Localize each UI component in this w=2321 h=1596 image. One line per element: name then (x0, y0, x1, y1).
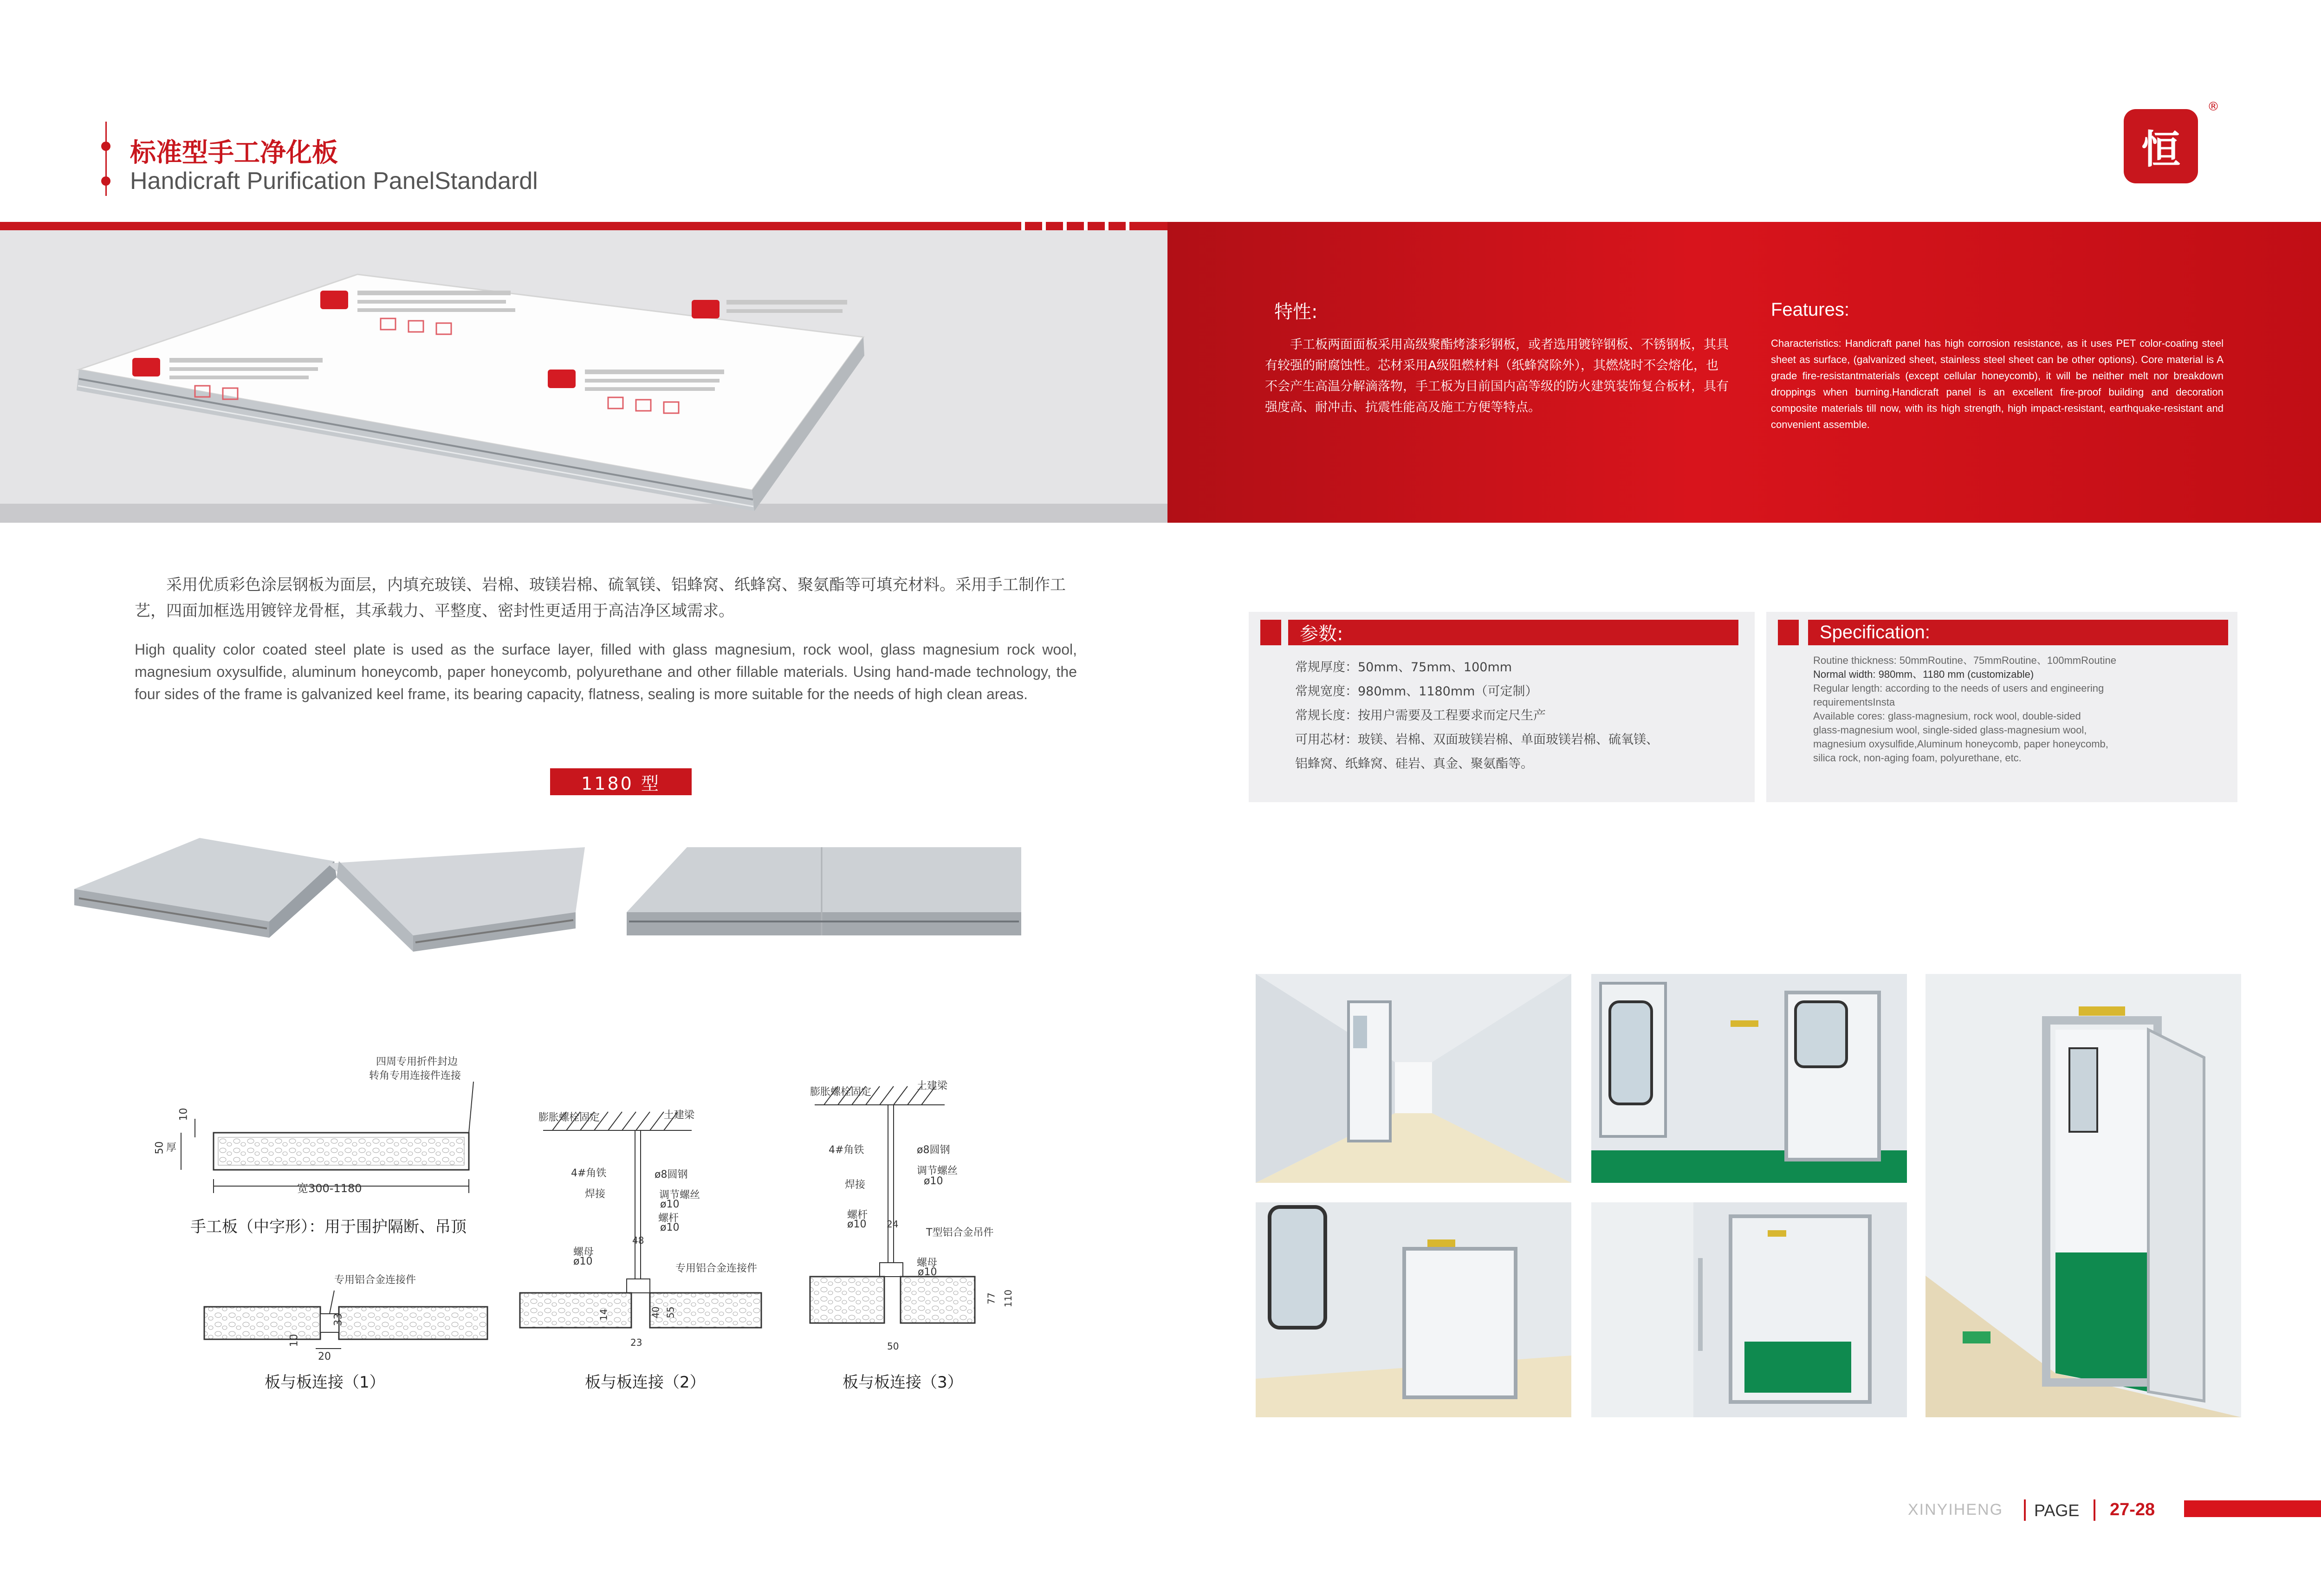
page-title-en: Handicraft Purification PanelStandardl (130, 168, 538, 195)
features-heading-en: Features: (1771, 299, 1849, 320)
spec-head-marker (1260, 620, 1281, 645)
diagram-label: 调节螺丝 (659, 1189, 700, 1201)
dim-label: 50 (154, 1141, 166, 1155)
dim-label: 14 (598, 1309, 609, 1321)
dim-label: 20 (318, 1351, 331, 1362)
diagram-label: 调节螺丝 (917, 1165, 958, 1177)
spec-line: 可用芯材：玻镁、岩棉、双面玻镁岩棉、单面玻镁岩棉、硫氧镁、 (1295, 733, 1659, 747)
top-red-rule (0, 222, 1174, 230)
dim-label: 48 (632, 1235, 644, 1246)
cleanroom-photo-door-1 (1591, 974, 1907, 1183)
diagram-label: 4#角铁 (571, 1168, 607, 1179)
rule-gap (1042, 222, 1046, 230)
features-text-en: Characteristics: Handicraft panel has high corrosion resistance, as it uses PET color-coating steel sheet as surface, (galvanized sheet, stainless steel sheet can be other options). Core material is A grade fire-resistantmaterials (except cellular honeycomb), it will be neither melt nor breakdown droppings when burning.Handicraft panel is an excellent fire-proof building and decoration composite materials till now, with its high strength, high impact-resistant, earthquake-resistant and convenient assemble. (1771, 337, 2224, 430)
rule-gap (1105, 222, 1109, 230)
diagram-caption: 板与板连接（2） (585, 1373, 706, 1392)
page-title-cn: 标准型手工净化板 (130, 138, 338, 168)
diagram-label: 专用铝合金连接件 (334, 1274, 416, 1286)
type-label: 1180 型 (550, 768, 692, 795)
dim-label: 厚 (166, 1142, 177, 1154)
diagram-label: ø10 (660, 1222, 680, 1233)
footer-divider (2094, 1499, 2095, 1521)
diagram-label: 焊接 (585, 1188, 606, 1200)
spec-line: 常规宽度：980mm、1180mm（可定制） (1295, 684, 1538, 699)
rule-gap (1084, 222, 1088, 230)
cleanroom-photo-door-3 (1591, 1202, 1907, 1417)
spec-line: magnesium oxysulfide,Aluminum honeycomb, paper honeycomb, (1813, 738, 2108, 750)
features-heading-cn: 特性: (1274, 301, 1318, 323)
connection-3-drawing (805, 1072, 1037, 1351)
diagram-caption: 手工板（中字形）：用于围护隔断、吊顶 (190, 1218, 467, 1236)
spec-heading-cn (1288, 620, 1738, 645)
dim-label: 110 (1003, 1289, 1014, 1308)
diagram-label: T型铝合金吊件 (926, 1227, 994, 1239)
diagram-label: ø8圆钢 (917, 1144, 950, 1156)
spec-line: requirementsInsta (1813, 696, 1895, 708)
diagram-label: 螺母 (917, 1257, 938, 1269)
dim-label: 10 (288, 1334, 300, 1347)
diagram-label: 膨胀螺栓固定 (538, 1112, 600, 1123)
spec-text-en (1813, 654, 2198, 765)
dim-label: 50 (887, 1341, 899, 1352)
brand-logo (2124, 109, 2198, 183)
footer-brand: XINYIHENG (1908, 1501, 2003, 1518)
diagram-label: ø10 (660, 1199, 680, 1210)
dim-label: 宽300-1180 (297, 1182, 362, 1195)
diagram-label: 转角专用连接件连接 (369, 1070, 461, 1082)
rule-gap (1126, 222, 1129, 230)
footer-page-label: PAGE (2034, 1501, 2080, 1520)
dim-label: 33 (332, 1313, 344, 1326)
diagram-label: 螺母 (573, 1246, 594, 1258)
spec-heading-en-text: Specification: (1820, 622, 1930, 642)
diagram-label: 焊接 (845, 1179, 866, 1191)
dim-label: 24 (887, 1219, 899, 1230)
diagram-label: ø8圆钢 (655, 1169, 688, 1181)
footer-divider (2024, 1499, 2026, 1521)
diagram-label: ø10 (924, 1175, 943, 1187)
spec-line: 常规长度：按用户需要及工程要求而定尺生产 (1295, 708, 1546, 723)
diagram-connection-2 (515, 1103, 826, 1400)
diagram-label: 螺杆 (658, 1213, 679, 1224)
diagram-label: ø10 (847, 1219, 867, 1230)
spec-line: glass-magnesium wool, single-sided glass-magnesium wool, (1813, 724, 2087, 736)
spec-heading-cn-text: 参数: (1300, 623, 1343, 645)
connection-1-drawing (200, 1284, 497, 1362)
diagram-connection-3 (805, 1072, 1037, 1397)
footer-page-number: 27-28 (2110, 1500, 2155, 1519)
spec-line: 常规厚度：50mm、75mm、100mm (1295, 660, 1512, 675)
header-bullet-1 (101, 142, 110, 151)
header-bullet-2 (101, 176, 110, 186)
diagram-label: 专用铝合金连接件 (675, 1263, 758, 1274)
dim-label: 40 (650, 1306, 661, 1318)
registered-mark: ® (2207, 100, 2219, 114)
panel-pair-angled-image (70, 829, 594, 968)
diagram-panel-section (149, 1054, 529, 1239)
dim-label: 10 (178, 1108, 190, 1121)
diagram-caption: 板与板连接（1） (265, 1373, 385, 1392)
diagram-label: 4#角铁 (829, 1144, 864, 1156)
spec-line: Routine thickness: 50mmRoutine、75mmRoutine、100mmRoutine (1813, 655, 2116, 666)
brand-logo-glyph: 恒 (2141, 126, 2180, 172)
spec-line: Normal width: 980mm、1180 mm (customizable) (1813, 668, 2034, 680)
rule-gap (1021, 222, 1025, 230)
intro-text-cn: 采用优质彩色涂层钢板为面层，内填充玻镁、岩棉、玻镁岩棉、硫氧镁、铝蜂窝、纸蜂窝、聚氨酯等可填充材料。采用手工制作工艺，四面加框选用镀锌龙骨框，其承载力、平整度、密封性更适用于高洁净区域需求。 (135, 576, 1066, 620)
spec-heading-en (1808, 620, 2228, 645)
spec-line: Available cores: glass-magnesium, rock wool, double-sided (1813, 710, 2081, 722)
diagram-label: 四周专用折件封边 (376, 1056, 458, 1068)
spec-head-marker (1778, 620, 1799, 645)
dim-label: 55 (665, 1306, 676, 1318)
diagram-connection-1 (200, 1270, 497, 1400)
cleanroom-photo-door-2 (1256, 1202, 1571, 1417)
features-text-cn: 手工板两面面板采用高级聚酯烤漆彩钢板，或者选用镀锌钢板、不锈钢板，其具有较强的耐腐蚀性。芯材采用A级阻燃材料（纸蜂窝除外），其燃烧时不会熔化，也不会产生高温分解滴落物，手工板为目前国内高等级的防火建筑装饰复合板材，具有强度高、耐冲击、抗震性能高及施工方便等特点。 (1265, 337, 1729, 415)
diagram-label: ø10 (573, 1256, 593, 1267)
diagram-caption: 板与板连接（3） (843, 1373, 963, 1392)
cleanroom-photo-corridor (1256, 974, 1571, 1183)
footer-red-bar (2184, 1500, 2321, 1517)
diagram-label: 膨胀螺栓固定 (810, 1086, 872, 1098)
spec-line: Regular length: according to the needs of users and engineering (1813, 682, 2104, 694)
rule-gap (1063, 222, 1067, 230)
dim-label: 23 (630, 1337, 642, 1348)
cleanroom-photo-door-large (1926, 974, 2241, 1417)
panel-pair-flat-image (622, 843, 1026, 968)
dim-label: 77 (985, 1292, 997, 1304)
diagram-label: 螺杆 (847, 1209, 868, 1221)
diagram-label: ø10 (918, 1266, 937, 1278)
intro-text-en: High quality color coated steel plate is used as the surface layer, filled with glass magnesium, rock wool, glass magnesium rock wool, magnesium oxysulfide, aluminum honeycomb, paper honeycomb, polyurethane and other fillable materials. Using hand-made technology, the four sides of the frame is galvanized keel frame, its bearing capacity, flatness, sealing is more suitable for the needs of high clean areas. (135, 641, 1077, 702)
diagram-label: 土建梁 (664, 1109, 695, 1121)
spec-text-cn (1295, 655, 1722, 776)
spec-line: 铝蜂窝、纸蜂窝、硅岩、真金、聚氨酯等。 (1295, 757, 1533, 771)
diagram-label: 土建梁 (917, 1080, 948, 1092)
spec-line: silica rock, non-aging foam, polyurethane, etc. (1813, 752, 2022, 764)
hero-panel-image (0, 230, 1167, 523)
